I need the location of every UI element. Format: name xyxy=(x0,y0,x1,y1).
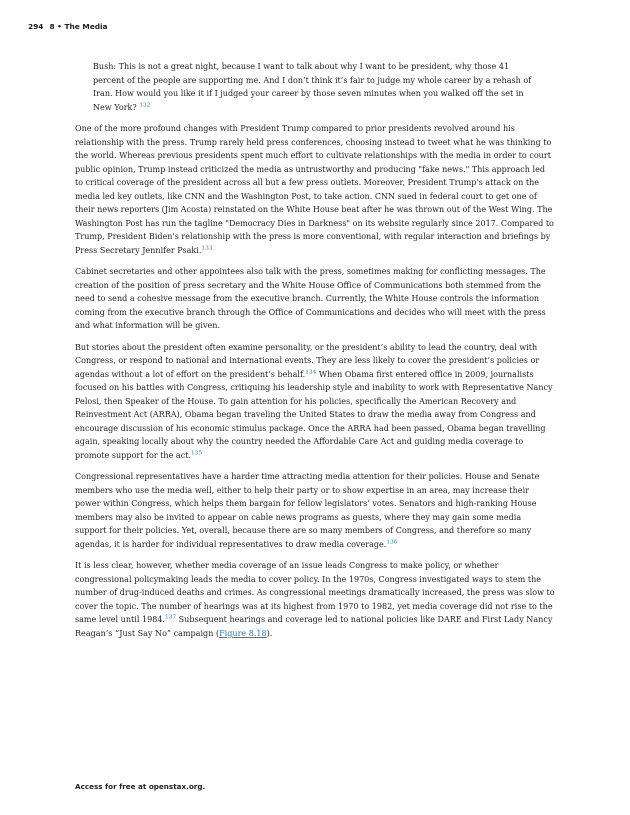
block-quote xyxy=(93,60,543,114)
paragraph-text: But stories about the president often examine personality, or the president’s ability to lead the country, deal with Congress, or respond to national and international events. They are less likely to cover the president’s policies or agendas without a lot of effort on the president’s behalf. xyxy=(75,342,540,379)
footnote-ref-137[interactable]: 137 xyxy=(165,614,177,621)
paragraph-text: It is less clear, however, whether media coverage of an issue leads Congress to make policy, or whether congressional policymaking leads the media to cover policy. In the 1970s, Congress investigated ways to stem the number of drug-induced deaths and crimes. As congressional meetings dramatically increased, the press was slow to cover the topic. The number of hearings was at its highest from 1970 to 1982, yet media coverage did not rise to the same level until 1984. xyxy=(75,561,555,624)
paragraph-trump-press xyxy=(75,122,555,257)
page-number: 294 xyxy=(28,22,44,31)
paragraph-congress xyxy=(75,470,555,551)
paragraph-text-continued: When Obama first entered office in 2009, journalists focused on his battles with Congress, critiquing his leadership style and inability to work with Representative Nancy Pelosi, then Speaker of the House. To gain attention for his policies, specifically the American Recovery and Reinvestment Act (ARRA), Obama began traveling the United States to draw the media away from Congress and encourage discussion of his economic stimulus package. Once the ARRA had been passed, Obama began travelling again, speaking locally about why the country needed the Affordable Care Act and guiding media coverage to promote support for the act. xyxy=(75,369,553,460)
paragraph-text: One of the more profound changes with President Trump compared to prior presidents revolved around his relationship with the press. Trump rarely held press conferences, choosing instead to tweet what he was thinking to the world. Whereas previous presidents spent much effort to cultivate relationships with the media in order to court public opinion, Trump instead criticized the media as untrustworthy and producing "fake news." This approach led to critical coverage of the president across all but a few press outlets. Moreover, President Trump's attack on the media led key outlets, like CNN and the Washington Post, to take action. CNN sued in federal court to get one of their news reporters (Jim Acosta) reinstated on the White House beat after he was thrown out of the West Wing. The Washington Post has run the tagline "Democracy Dies in Darkness" on its website regularly since 2017. Compared to Trump, President Biden's relationship with the press is more conventional, with regular interaction and briefings by Press Secretary Jennifer Psaki. xyxy=(75,124,554,255)
quote-text: Bush: This is not a great night, because I want to talk about why I want to be president, why those 41 percent of the people are supporting me. And I don’t think it’s fair to judge my whole career by a rehash of Iran. How would you like it if I judged your career by those seven minutes when you walked off the set in New York? xyxy=(93,62,532,112)
running-header xyxy=(28,22,108,31)
paragraph-obama xyxy=(75,341,555,463)
paragraph-text: Congressional representatives have a harder time attracting media attention for their policies. House and Senate members who use the media well, either to help their party or to show expertise in an area, may increase their power within Congress, which helps them bargain for fellow legislators’ votes. Senators and high-ranking House members may also be invited to appear on cable news programs as guests, where they may gain some media support for their policies. Yet, overall, because there are so many members of Congress, and therefore so many agendas, it is harder for individual representatives to draw media coverage. xyxy=(75,472,540,549)
footnote-ref-132[interactable]: 132 xyxy=(139,101,151,108)
footnote-ref-134[interactable]: 134 xyxy=(305,368,317,375)
figure-link[interactable]: Figure 8.18 xyxy=(219,628,267,638)
paragraph-drug-policy xyxy=(75,559,555,640)
page-footer: Access for free at openstax.org. xyxy=(75,782,206,791)
page-body xyxy=(75,60,555,648)
paragraph-text: Cabinet secretaries and other appointees also talk with the press, sometimes making for conflicting messages. The creation of the position of press secretary and the White House Office of Communications both stemmed from the need to send a cohesive message from the executive branch. Currently, the White House controls the information coming from the executive branch through the Office of Communications and decides who will meet with the press and what information will be given. xyxy=(75,267,546,330)
footnote-ref-135[interactable]: 135 xyxy=(191,449,203,456)
chapter-title: 8 • The Media xyxy=(49,22,108,31)
footnote-ref-136[interactable]: 136 xyxy=(386,538,398,545)
paragraph-text-end: ). xyxy=(266,628,273,638)
paragraph-cabinet xyxy=(75,265,555,333)
paragraph-text-continued: Subsequent hearings and coverage led to national policies like DARE and First Lady Nancy Reagan’s “Just Say No” campaign ( xyxy=(75,615,553,638)
footnote-ref-133[interactable]: 133 xyxy=(201,244,213,251)
